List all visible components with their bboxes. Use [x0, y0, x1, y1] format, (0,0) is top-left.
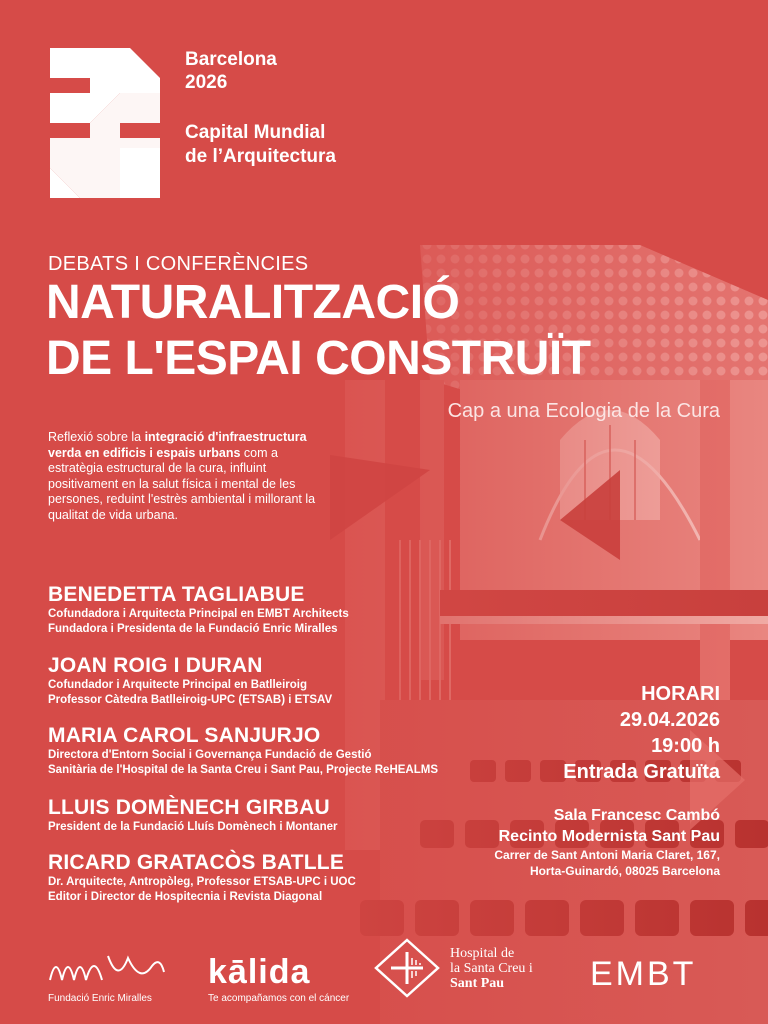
barcelona-2026-logo — [50, 48, 160, 198]
venue-site: Recinto Modernista Sant Pau — [498, 828, 720, 845]
venue-block — [499, 805, 720, 847]
speaker-role: Editor i Director de Hospitecnia i Revista Diagonal — [48, 891, 323, 903]
header-tagline-line1: Capital Mundial — [185, 122, 326, 143]
speaker-name: JOAN ROIG I DURAN — [48, 654, 263, 677]
speaker-role: Professor Càtedra Batlleiroig-UPC (ETSAB) i ETSAV — [48, 694, 333, 706]
intro-paragraph — [48, 430, 328, 523]
intro-rest: com a estratègia estructural de la cura, influint positivament en la salut física i mental de les persones, reduint l'estrès ambiental i millorant la qualitat de vida urbana. — [48, 445, 316, 522]
schedule-time: 19:00 h — [651, 735, 720, 757]
hospital-line3: Sant Pau — [450, 975, 505, 991]
hospital-name — [450, 946, 533, 991]
kalida-logo: kālida — [208, 953, 311, 991]
sponsor-hospital — [372, 938, 533, 998]
schedule-entry: Entrada Gratuïta — [563, 761, 720, 783]
kalida-caption: Te acompañamos con el cáncer — [208, 993, 350, 1004]
speaker-role: Directora d'Entorn Social i Governança Fundació de Gestió — [48, 749, 372, 761]
speaker-item — [48, 583, 349, 637]
speaker-name: BENEDETTA TAGLIABUE — [48, 583, 305, 606]
venue-address-line2: Horta-Guinardó, 08025 Barcelona — [529, 864, 720, 878]
intro-lead: Reflexió sobre la — [48, 430, 145, 444]
speaker-role: Fundadora i Presidenta de la Fundació Enric Miralles — [48, 623, 338, 635]
schedule-block — [563, 681, 720, 785]
miralles-logo-icon — [48, 948, 168, 986]
speaker-role: Cofundador i Arquitecte Principal en Batlleiroig — [48, 679, 307, 691]
speaker-name: RICARD GRATACÒS BATLLE — [48, 851, 345, 874]
header-tagline-line2: de l’Arquitectura — [185, 146, 336, 167]
event-kicker: DEBATS I CONFERÈNCIES — [48, 253, 309, 275]
speaker-item — [48, 724, 438, 778]
sponsor-kalida — [208, 953, 349, 1004]
header-tagline — [185, 121, 336, 169]
hospital-crest-icon — [372, 938, 442, 998]
speaker-item — [48, 796, 337, 835]
speaker-role: Cofundadora i Arquitecta Principal en EMBT Architects — [48, 608, 349, 620]
venue-address — [494, 847, 720, 879]
speaker-item — [48, 851, 356, 905]
schedule-label: HORARI — [641, 683, 720, 705]
speaker-name: LLUIS DOMÈNECH GIRBAU — [48, 796, 330, 819]
event-subtitle: Cap a una Ecologia de la Cura — [447, 400, 720, 422]
speaker-name: MARIA CAROL SANJURJO — [48, 724, 321, 747]
event-title-line2: DE L'ESPAI CONSTRUÏT — [46, 332, 591, 385]
miralles-caption: Fundació Enric Miralles — [48, 993, 152, 1004]
speaker-role: Dr. Arquitecte, Antropòleg, Professor ETSAB-UPC i UOC — [48, 876, 356, 888]
speaker-role: Sanitària de l'Hospital de la Santa Creu i Sant Pau, Projecte ReHEALMS — [48, 764, 439, 776]
header-city-year — [185, 48, 277, 94]
embt-logo: EMBT — [590, 955, 697, 993]
intro-highlight: integració d'infraestructura verda en edificis i espais urbans — [48, 430, 307, 460]
hospital-line1: Hospital de — [450, 945, 515, 961]
header-city: Barcelona — [185, 49, 277, 70]
hospital-line2: la Santa Creu i — [450, 960, 533, 976]
event-title-line1: NATURALITZACIÓ — [46, 276, 460, 329]
schedule-date: 29.04.2026 — [619, 709, 720, 731]
sponsor-miralles — [48, 948, 168, 1004]
speaker-role: President de la Fundació Lluís Domènech i Montaner — [48, 821, 338, 833]
venue-room: Sala Francesc Cambó — [553, 807, 720, 824]
venue-address-line1: Carrer de Sant Antoni Maria Claret, 167, — [494, 848, 720, 862]
header-year: 2026 — [185, 72, 228, 93]
speaker-item — [48, 654, 332, 708]
